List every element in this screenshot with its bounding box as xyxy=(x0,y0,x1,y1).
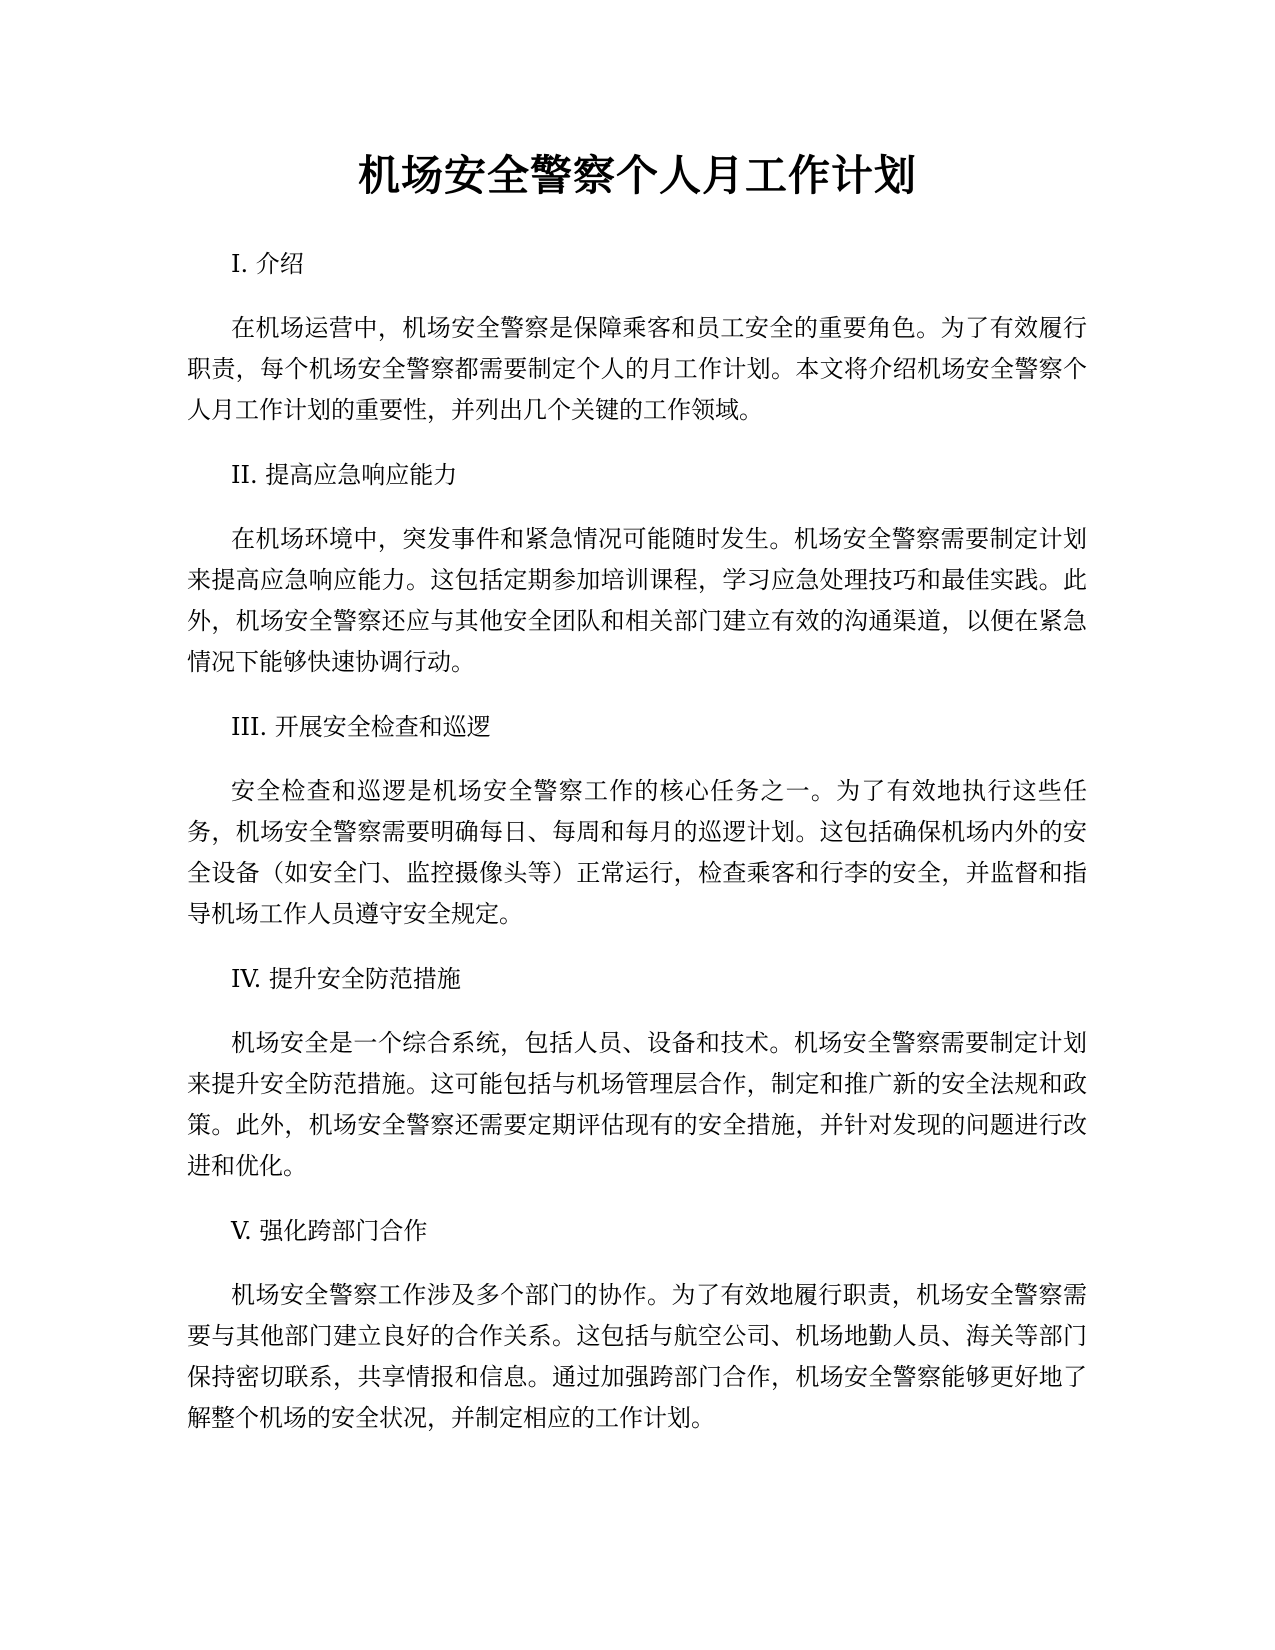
section-heading: II. 提高应急响应能力 xyxy=(231,461,458,489)
section-paragraph: 在机场运营中，机场安全警察是保障乘客和员工安全的重要角色。为了有效履行职责，每个机场安全警察都需要制定个人的月工作计划。本文将介绍机场安全警察个人月工作计划的重要性，并列出几个关键的工作领域。 xyxy=(187,314,1087,424)
section-heading: IV. 提升安全防范措施 xyxy=(231,965,461,993)
section-heading: V. 强化跨部门合作 xyxy=(231,1217,428,1245)
section-paragraph: 安全检查和巡逻是机场安全警察工作的核心任务之一。为了有效地执行这些任务，机场安全警察需要明确每日、每周和每月的巡逻计划。这包括确保机场内外的安全设备（如安全门、监控摄像头等）正常运行，检查乘客和行李的安全，并监督和指导机场工作人员遵守安全规定。 xyxy=(187,777,1087,928)
section-heading: III. 开展安全检查和巡逻 xyxy=(231,713,491,741)
section-paragraph: 机场安全是一个综合系统，包括人员、设备和技术。机场安全警察需要制定计划来提升安全防范措施。这可能包括与机场管理层合作，制定和推广新的安全法规和政策。此外，机场安全警察还需要定期评估现有的安全措施，并针对发现的问题进行改进和优化。 xyxy=(187,1029,1087,1180)
document-title: 机场安全警察个人月工作计划 xyxy=(357,151,917,200)
section-heading: I. 介绍 xyxy=(231,250,304,278)
section-paragraph: 在机场环境中，突发事件和紧急情况可能随时发生。机场安全警察需要制定计划来提高应急响应能力。这包括定期参加培训课程，学习应急处理技巧和最佳实践。此外，机场安全警察还应与其他安全团队和相关部门建立有效的沟通渠道，以便在紧急情况下能够快速协调行动。 xyxy=(187,525,1087,676)
section-paragraph: 机场安全警察工作涉及多个部门的协作。为了有效地履行职责，机场安全警察需要与其他部门建立良好的合作关系。这包括与航空公司、机场地勤人员、海关等部门保持密切联系，共享情报和信息。通过加强跨部门合作，机场安全警察能够更好地了解整个机场的安全状况，并制定相应的工作计划。 xyxy=(187,1281,1087,1432)
document-body xyxy=(187,244,1087,1439)
